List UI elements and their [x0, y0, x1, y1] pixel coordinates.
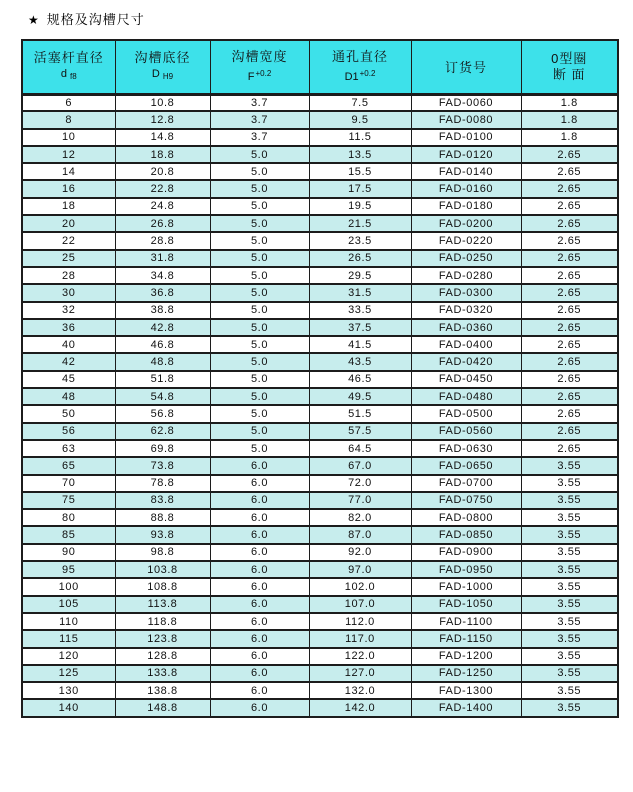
table-cell: 5.0 — [210, 180, 309, 197]
table-cell: FAD-0650 — [411, 457, 521, 474]
table-row — [22, 440, 618, 457]
table-cell: 2.65 — [521, 353, 618, 370]
table-row — [22, 146, 618, 163]
table-row — [22, 699, 618, 716]
table-cell: 3.55 — [521, 475, 618, 492]
table-cell: 92.0 — [309, 544, 411, 561]
table-cell: 26.8 — [115, 215, 210, 232]
table-cell: 138.8 — [115, 682, 210, 699]
table-cell: 5.0 — [210, 146, 309, 163]
table-cell: FAD-1300 — [411, 682, 521, 699]
table-cell: 3.55 — [521, 578, 618, 595]
table-cell: 14.8 — [115, 129, 210, 146]
table-row — [22, 648, 618, 665]
table-cell: 5.0 — [210, 250, 309, 267]
table-cell: 14 — [22, 163, 115, 180]
table-cell: 25 — [22, 250, 115, 267]
table-cell: 20 — [22, 215, 115, 232]
table-cell: 2.65 — [521, 405, 618, 422]
table-cell: 5.0 — [210, 353, 309, 370]
table-cell: 50 — [22, 405, 115, 422]
table-cell: FAD-0200 — [411, 215, 521, 232]
table-cell: 64.5 — [309, 440, 411, 457]
table-cell: FAD-0800 — [411, 509, 521, 526]
table-cell: 95 — [22, 561, 115, 578]
table-cell: FAD-1000 — [411, 578, 521, 595]
table-cell: 2.65 — [521, 198, 618, 215]
col-header-label: 沟槽底径 — [134, 50, 191, 66]
table-cell: 2.65 — [521, 215, 618, 232]
col-header-symbol-line — [211, 67, 309, 84]
table-cell: 3.55 — [521, 665, 618, 682]
col-header-symbol-line — [310, 67, 411, 84]
table-cell: 10 — [22, 129, 115, 146]
table-cell: 63 — [22, 440, 115, 457]
table-cell: 97.0 — [309, 561, 411, 578]
table-cell: 5.0 — [210, 319, 309, 336]
table-cell: 40 — [22, 336, 115, 353]
table-cell: 83.8 — [115, 492, 210, 509]
table-row — [22, 284, 618, 301]
table-cell: 38.8 — [115, 302, 210, 319]
table-cell: 2.65 — [521, 146, 618, 163]
table-cell: 46.8 — [115, 336, 210, 353]
table-cell: FAD-0180 — [411, 198, 521, 215]
table-cell: 6.0 — [210, 699, 309, 716]
table-cell: 22.8 — [115, 180, 210, 197]
table-cell: 110 — [22, 613, 115, 630]
table-row — [22, 371, 618, 388]
table-cell: 32 — [22, 302, 115, 319]
table-cell: 2.65 — [521, 302, 618, 319]
table-cell: FAD-1150 — [411, 630, 521, 647]
table-row — [22, 302, 618, 319]
table-cell: 48.8 — [115, 353, 210, 370]
table-cell: FAD-0220 — [411, 232, 521, 249]
table-cell: 127.0 — [309, 665, 411, 682]
table-cell: 85 — [22, 526, 115, 543]
table-cell: 18.8 — [115, 146, 210, 163]
table-cell: 98.8 — [115, 544, 210, 561]
table-cell: 15.5 — [309, 163, 411, 180]
symbol-d: d — [60, 68, 67, 81]
table-cell: 12.8 — [115, 111, 210, 128]
table-cell: 123.8 — [115, 630, 210, 647]
table-cell: FAD-0080 — [411, 111, 521, 128]
table-cell: 3.55 — [521, 561, 618, 578]
table-row — [22, 561, 618, 578]
table-row — [22, 405, 618, 422]
table-cell: 31.8 — [115, 250, 210, 267]
table-cell: FAD-0250 — [411, 250, 521, 267]
table-cell: 5.0 — [210, 284, 309, 301]
table-cell: 2.65 — [521, 319, 618, 336]
table-cell: 3.55 — [521, 544, 618, 561]
table-cell: 45 — [22, 371, 115, 388]
table-cell: 54.8 — [115, 388, 210, 405]
table-row — [22, 492, 618, 509]
table-row — [22, 475, 618, 492]
table-cell: 112.0 — [309, 613, 411, 630]
table-cell: 18 — [22, 198, 115, 215]
table-cell: FAD-0420 — [411, 353, 521, 370]
table-row — [22, 509, 618, 526]
table-cell: 37.5 — [309, 319, 411, 336]
tolerance-plus02: +0.2 — [359, 69, 376, 79]
col-header-symbol-line — [23, 68, 115, 83]
table-cell: 5.0 — [210, 232, 309, 249]
table-cell: 3.7 — [210, 111, 309, 128]
table-cell: 2.65 — [521, 267, 618, 284]
table-cell: 118.8 — [115, 613, 210, 630]
spec-table — [21, 39, 619, 718]
table-cell: 73.8 — [115, 457, 210, 474]
table-cell: 21.5 — [309, 215, 411, 232]
table-row — [22, 578, 618, 595]
table-row — [22, 94, 618, 111]
col-header-piston-rod-diameter — [22, 40, 115, 94]
table-cell: 1.8 — [521, 111, 618, 128]
table-cell: 6.0 — [210, 475, 309, 492]
table-row — [22, 180, 618, 197]
table-cell: 2.65 — [521, 250, 618, 267]
table-cell: 132.0 — [309, 682, 411, 699]
table-cell: 5.0 — [210, 302, 309, 319]
page-title-text: 规格及沟槽尺寸 — [46, 12, 145, 27]
table-cell: 6.0 — [210, 457, 309, 474]
table-cell: 30 — [22, 284, 115, 301]
table-cell: 20.8 — [115, 163, 210, 180]
table-row — [22, 526, 618, 543]
table-row — [22, 630, 618, 647]
table-cell: 6.0 — [210, 526, 309, 543]
table-cell: 142.0 — [309, 699, 411, 716]
table-cell: 13.5 — [309, 146, 411, 163]
col-header-through-hole-diameter — [309, 40, 411, 94]
table-cell: 3.55 — [521, 699, 618, 716]
spec-table-body — [22, 94, 618, 717]
table-cell: 122.0 — [309, 648, 411, 665]
table-cell: 125 — [22, 665, 115, 682]
table-cell: 3.55 — [521, 630, 618, 647]
table-cell: 78.8 — [115, 475, 210, 492]
col-header-label: 沟槽宽度 — [231, 49, 288, 65]
table-cell: 75 — [22, 492, 115, 509]
table-cell: 2.65 — [521, 440, 618, 457]
table-cell: 6 — [22, 94, 115, 111]
table-row — [22, 596, 618, 613]
table-cell: 6.0 — [210, 596, 309, 613]
table-row — [22, 250, 618, 267]
table-cell: FAD-0140 — [411, 163, 521, 180]
table-cell: FAD-0280 — [411, 267, 521, 284]
table-row — [22, 665, 618, 682]
star-icon: ★ — [28, 13, 40, 27]
table-cell: 3.55 — [521, 492, 618, 509]
table-cell: FAD-0300 — [411, 284, 521, 301]
table-cell: 22 — [22, 232, 115, 249]
table-cell: FAD-0900 — [411, 544, 521, 561]
col-header-groove-bottom-diameter — [115, 40, 210, 94]
table-cell: 28.8 — [115, 232, 210, 249]
table-cell: 24.8 — [115, 198, 210, 215]
table-cell: 10.8 — [115, 94, 210, 111]
table-row — [22, 544, 618, 561]
table-cell: 2.65 — [521, 284, 618, 301]
table-cell: 5.0 — [210, 336, 309, 353]
table-cell: 46.5 — [309, 371, 411, 388]
table-cell: 3.55 — [521, 457, 618, 474]
table-cell: 140 — [22, 699, 115, 716]
table-cell: 3.55 — [521, 682, 618, 699]
table-cell: 56 — [22, 423, 115, 440]
table-cell: 148.8 — [115, 699, 210, 716]
col-header-oring-cross-section — [521, 40, 618, 94]
table-cell: 34.8 — [115, 267, 210, 284]
table-row — [22, 457, 618, 474]
table-cell: 1.8 — [521, 129, 618, 146]
table-cell: 5.0 — [210, 163, 309, 180]
table-cell: FAD-0700 — [411, 475, 521, 492]
table-cell: FAD-0630 — [411, 440, 521, 457]
table-cell: 2.65 — [521, 388, 618, 405]
table-cell: FAD-0160 — [411, 180, 521, 197]
table-cell: 113.8 — [115, 596, 210, 613]
table-row — [22, 682, 618, 699]
table-cell: 80 — [22, 509, 115, 526]
table-cell: 29.5 — [309, 267, 411, 284]
table-cell: 70 — [22, 475, 115, 492]
table-cell: 51.5 — [309, 405, 411, 422]
table-row — [22, 319, 618, 336]
symbol-F: F — [247, 71, 255, 84]
table-cell: 62.8 — [115, 423, 210, 440]
col-header-symbol-line — [116, 68, 210, 83]
col-header-label2: 断 面 — [552, 66, 586, 82]
table-cell: 2.65 — [521, 232, 618, 249]
table-cell: FAD-1400 — [411, 699, 521, 716]
table-cell: 1.8 — [521, 94, 618, 111]
table-cell: 12 — [22, 146, 115, 163]
table-cell: 5.0 — [210, 215, 309, 232]
table-cell: FAD-1200 — [411, 648, 521, 665]
table-cell: 2.65 — [521, 371, 618, 388]
table-row — [22, 423, 618, 440]
table-cell: 128.8 — [115, 648, 210, 665]
table-cell: 6.0 — [210, 578, 309, 595]
symbol-D: D — [151, 68, 160, 81]
table-cell: FAD-0120 — [411, 146, 521, 163]
table-cell: 6.0 — [210, 665, 309, 682]
table-row — [22, 336, 618, 353]
table-cell: 5.0 — [210, 371, 309, 388]
table-cell: 6.0 — [210, 682, 309, 699]
table-cell: 2.65 — [521, 163, 618, 180]
table-cell: 117.0 — [309, 630, 411, 647]
table-cell: FAD-1250 — [411, 665, 521, 682]
symbol-D1: D1 — [344, 71, 359, 84]
table-cell: 28 — [22, 267, 115, 284]
table-cell: 57.5 — [309, 423, 411, 440]
table-cell: 23.5 — [309, 232, 411, 249]
table-cell: FAD-0360 — [411, 319, 521, 336]
table-cell: FAD-0950 — [411, 561, 521, 578]
table-cell: 88.8 — [115, 509, 210, 526]
table-cell: 2.65 — [521, 180, 618, 197]
table-cell: 77.0 — [309, 492, 411, 509]
table-row — [22, 388, 618, 405]
table-cell: FAD-0500 — [411, 405, 521, 422]
table-cell: 107.0 — [309, 596, 411, 613]
table-cell: 72.0 — [309, 475, 411, 492]
table-cell: 31.5 — [309, 284, 411, 301]
table-cell: 33.5 — [309, 302, 411, 319]
table-cell: 42 — [22, 353, 115, 370]
table-cell: FAD-0100 — [411, 129, 521, 146]
table-cell: 3.55 — [521, 509, 618, 526]
table-cell: FAD-0750 — [411, 492, 521, 509]
table-cell: 36 — [22, 319, 115, 336]
table-cell: FAD-0450 — [411, 371, 521, 388]
table-cell: 8 — [22, 111, 115, 128]
table-cell: 105 — [22, 596, 115, 613]
table-cell: 11.5 — [309, 129, 411, 146]
table-row — [22, 232, 618, 249]
table-cell: 6.0 — [210, 509, 309, 526]
table-cell: 49.5 — [309, 388, 411, 405]
table-cell: 6.0 — [210, 561, 309, 578]
table-cell: 130 — [22, 682, 115, 699]
table-cell: 16 — [22, 180, 115, 197]
table-cell: 3.55 — [521, 526, 618, 543]
table-cell: FAD-1100 — [411, 613, 521, 630]
table-row — [22, 111, 618, 128]
table-cell: 6.0 — [210, 544, 309, 561]
table-cell: 51.8 — [115, 371, 210, 388]
table-cell: 5.0 — [210, 405, 309, 422]
table-row — [22, 267, 618, 284]
table-cell: 3.7 — [210, 129, 309, 146]
table-cell: 6.0 — [210, 648, 309, 665]
col-header-order-number — [411, 40, 521, 94]
table-cell: FAD-0480 — [411, 388, 521, 405]
table-cell: 19.5 — [309, 198, 411, 215]
table-cell: 9.5 — [309, 111, 411, 128]
spec-table-header — [22, 40, 618, 94]
table-cell: 103.8 — [115, 561, 210, 578]
table-cell: 6.0 — [210, 630, 309, 647]
col-header-groove-width — [210, 40, 309, 94]
table-cell: FAD-1050 — [411, 596, 521, 613]
table-row — [22, 198, 618, 215]
table-row — [22, 163, 618, 180]
table-cell: 82.0 — [309, 509, 411, 526]
page-title — [28, 9, 145, 28]
table-cell: 56.8 — [115, 405, 210, 422]
table-cell: 2.65 — [521, 336, 618, 353]
table-row — [22, 215, 618, 232]
table-cell: 120 — [22, 648, 115, 665]
table-cell: 133.8 — [115, 665, 210, 682]
table-cell: 5.0 — [210, 440, 309, 457]
table-cell: 108.8 — [115, 578, 210, 595]
col-header-label: 活塞杆直径 — [33, 50, 104, 66]
tolerance-f8: f8 — [69, 72, 77, 82]
table-row — [22, 353, 618, 370]
table-cell: 5.0 — [210, 423, 309, 440]
table-cell: 102.0 — [309, 578, 411, 595]
tolerance-H9: H9 — [162, 72, 174, 82]
table-row — [22, 129, 618, 146]
table-cell: FAD-0060 — [411, 94, 521, 111]
table-cell: 3.55 — [521, 613, 618, 630]
col-header-label: 0型圈 — [551, 50, 588, 66]
table-cell: 42.8 — [115, 319, 210, 336]
table-cell: 100 — [22, 578, 115, 595]
table-cell: 7.5 — [309, 94, 411, 111]
tolerance-plus02: +0.2 — [255, 69, 272, 79]
col-header-label: 订货号 — [444, 60, 487, 76]
table-cell: 115 — [22, 630, 115, 647]
table-cell: 26.5 — [309, 250, 411, 267]
table-cell: 17.5 — [309, 180, 411, 197]
table-cell: 65 — [22, 457, 115, 474]
table-cell: 87.0 — [309, 526, 411, 543]
table-cell: FAD-0320 — [411, 302, 521, 319]
col-header-label: 通孔直径 — [331, 49, 388, 65]
table-cell: 5.0 — [210, 267, 309, 284]
table-cell: 5.0 — [210, 198, 309, 215]
table-cell: 41.5 — [309, 336, 411, 353]
table-cell: 6.0 — [210, 613, 309, 630]
table-cell: 67.0 — [309, 457, 411, 474]
table-cell: 3.55 — [521, 648, 618, 665]
table-cell: 43.5 — [309, 353, 411, 370]
table-cell: 2.65 — [521, 423, 618, 440]
header-row — [22, 40, 618, 94]
table-row — [22, 613, 618, 630]
table-cell: 93.8 — [115, 526, 210, 543]
table-cell: FAD-0560 — [411, 423, 521, 440]
table-cell: FAD-0850 — [411, 526, 521, 543]
table-cell: 6.0 — [210, 492, 309, 509]
table-cell: 69.8 — [115, 440, 210, 457]
table-cell: 3.7 — [210, 94, 309, 111]
table-cell: 48 — [22, 388, 115, 405]
table-cell: FAD-0400 — [411, 336, 521, 353]
table-cell: 90 — [22, 544, 115, 561]
table-cell: 3.55 — [521, 596, 618, 613]
table-cell: 36.8 — [115, 284, 210, 301]
table-cell: 5.0 — [210, 388, 309, 405]
